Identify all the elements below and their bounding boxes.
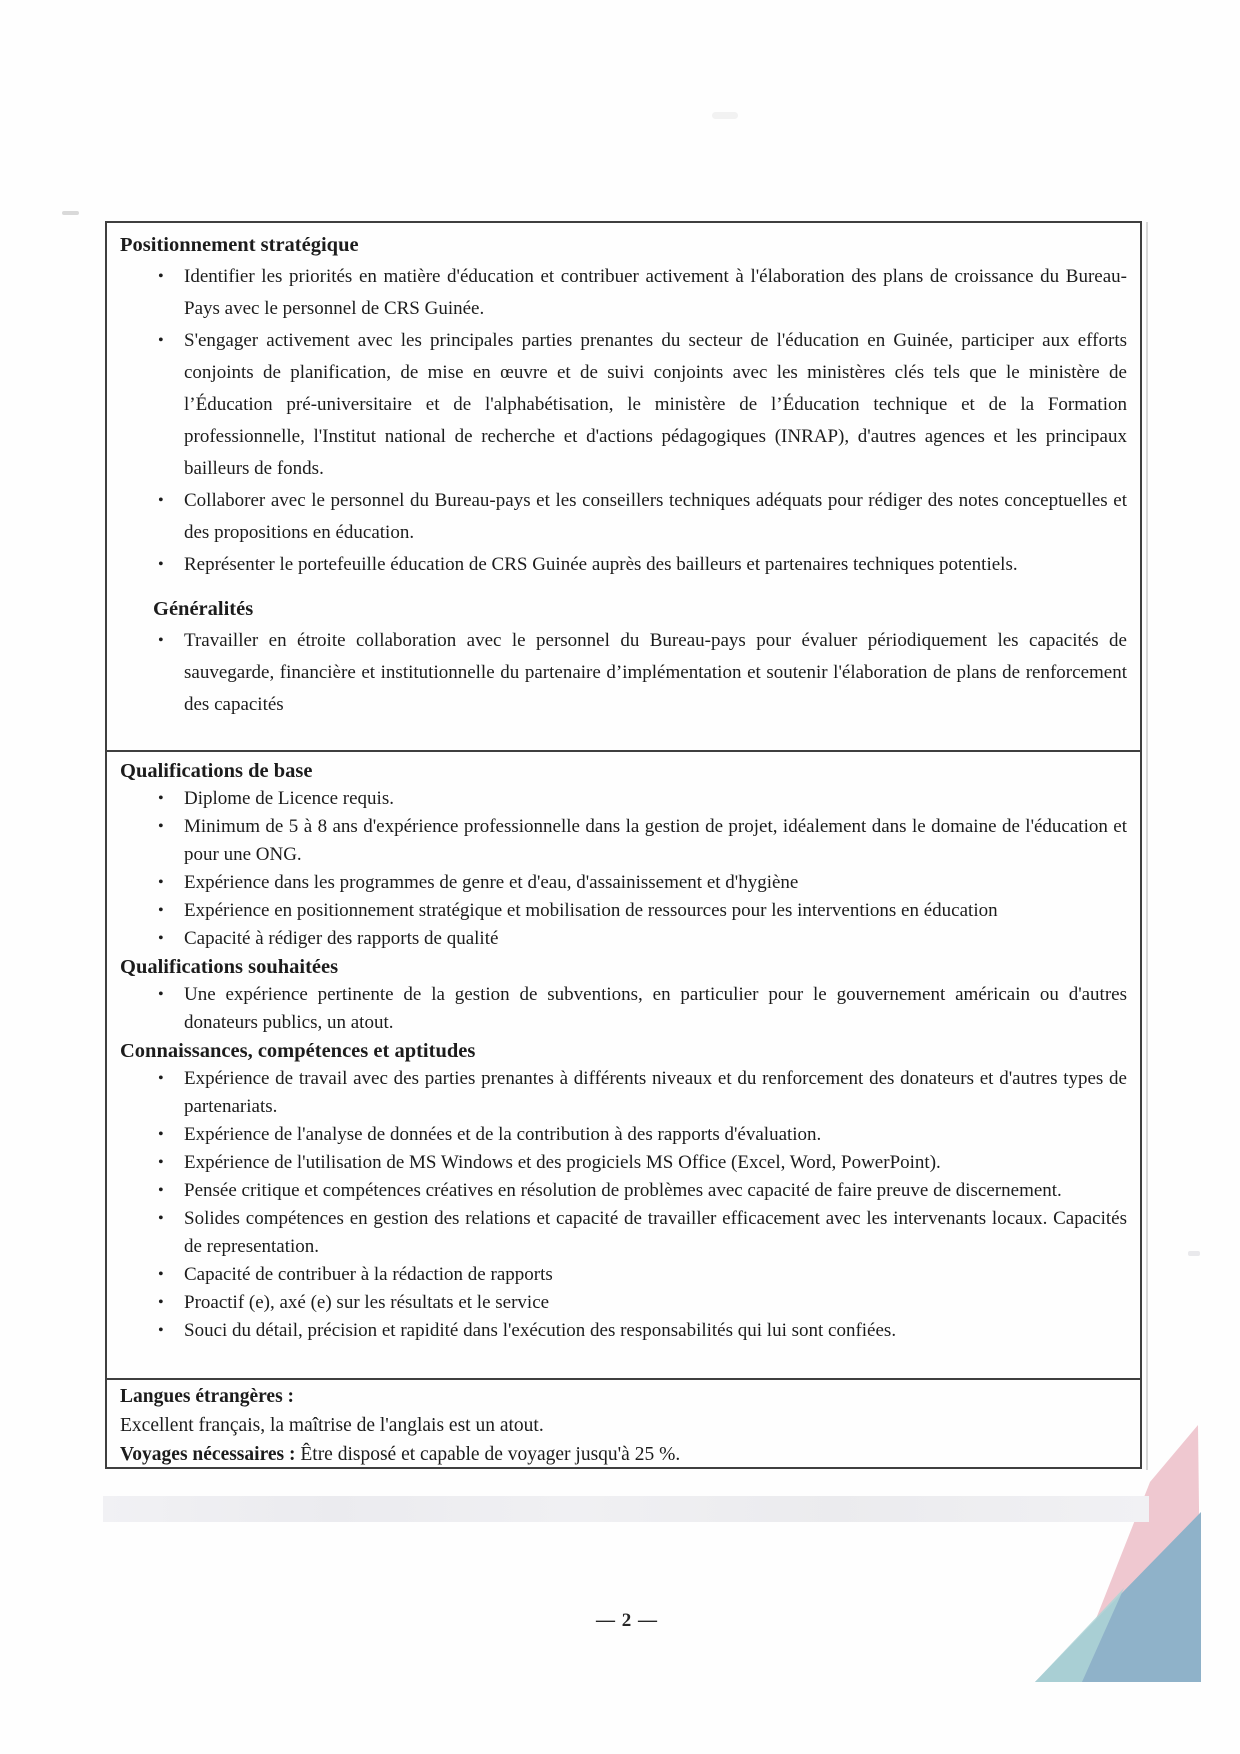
list-item: • Identifier les priorités en matière d'éducation et contribuer activement à l'élaboration des plans de croissance du Bureau-Pays avec le personnel de CRS Guinée. xyxy=(156,261,1127,325)
list-item: • Solides compétences en gestion des relations et capacité de travailler efficacement avec les intervenants locaux. Capacités de representation. xyxy=(156,1205,1127,1261)
list-item: • Proactif (e), axé (e) sur les résultats et le service xyxy=(156,1289,1127,1317)
list-item: • Expérience dans les programmes de genre et d'eau, d'assainissement et d'hygiène xyxy=(156,869,1127,897)
section-qualifications xyxy=(107,750,1140,1378)
bullet-list xyxy=(120,785,1127,953)
list-item: • S'engager activement avec les principales parties prenantes du secteur de l'éducation en Guinée, participer aux efforts conjoints de planification, de mise en œuvre et de suivi conjoints avec les ministères clés tels que le ministère de l’Éducation pré-universitaire et de l'alphabétisation, le ministère de l’Éducation technique et de la Formation professionnelle, l'Institut national de recherche et d'actions pédagogiques (INRAP), d'autres agences et les principaux bailleurs de fonds. xyxy=(156,325,1127,485)
list-item: • Travailler en étroite collaboration avec le personnel du Bureau-pays pour évaluer périodiquement les capacités de sauvegarde, financière et institutionnelle du partenaire d’implémentation et soutenir l'élaboration de plans de renforcement des capacités xyxy=(156,625,1127,721)
languages-text: Excellent français, la maîtrise de l'anglais est un atout. xyxy=(120,1415,544,1436)
bullet-list xyxy=(120,261,1127,581)
list-item: • Capacité de contribuer à la rédaction de rapports xyxy=(156,1261,1127,1289)
section-heading-connaissances: Connaissances, compétences et aptitudes xyxy=(120,1040,476,1062)
list-item: • Minimum de 5 à 8 ans d'expérience professionnelle dans la gestion de projet, idéalement dans le domaine de l'éducation et pour une ONG. xyxy=(156,813,1127,869)
section-langues-voyages xyxy=(107,1378,1140,1467)
list-item: • Une expérience pertinente de la gestion de subventions, en particulier pour le gouvernement américain ou d'autres donateurs publics, un atout. xyxy=(156,981,1127,1037)
scan-artifact-edge xyxy=(1146,222,1148,1470)
scan-band xyxy=(103,1496,1149,1522)
list-item: • Expérience de l'utilisation de MS Windows et des progiciels MS Office (Excel, Word, PowerPoint). xyxy=(156,1149,1127,1177)
list-item: • Expérience de travail avec des parties prenantes à différents niveaux et du renforcement des donateurs et d'autres types de partenariats. xyxy=(156,1065,1127,1121)
list-item: • Collaborer avec le personnel du Bureau-pays et les conseillers techniques adéquats pour rédiger des notes conceptuelles et des propositions en éducation. xyxy=(156,485,1127,549)
list-item: • Souci du détail, précision et rapidité dans l'exécution des responsabilités qui lui sont confiées. xyxy=(156,1317,1127,1345)
job-description-table xyxy=(105,221,1142,1469)
languages-label-line xyxy=(120,1382,1127,1411)
travel-text: Être disposé et capable de voyager jusqu'à 25 %. xyxy=(300,1444,681,1465)
bullet-list xyxy=(120,1065,1127,1345)
travel-line xyxy=(120,1440,1127,1467)
section-heading-qualifications-base: Qualifications de base xyxy=(120,760,313,782)
page-number: — 2 — xyxy=(596,1610,658,1631)
travel-label: Voyages nécessaires : xyxy=(120,1444,296,1465)
languages-label: Langues étrangères : xyxy=(120,1386,295,1407)
list-item: • Pensée critique et compétences créatives en résolution de problèmes avec capacité de faire preuve de discernement. xyxy=(156,1177,1127,1205)
section-positionnement-strategique xyxy=(107,223,1140,750)
list-item: • Représenter le portefeuille éducation de CRS Guinée auprès des bailleurs et partenaires techniques potentiels. xyxy=(156,549,1127,581)
subsection-heading-generalites: Généralités xyxy=(153,598,254,620)
scan-artifact-dash xyxy=(62,211,79,215)
scan-artifact-smudge xyxy=(1188,1251,1200,1256)
bullet-list xyxy=(120,625,1127,721)
section-heading: Positionnement stratégique xyxy=(120,234,359,256)
list-item: • Expérience de l'analyse de données et de la contribution à des rapports d'évaluation. xyxy=(156,1121,1127,1149)
scan-artifact-smudge xyxy=(712,112,738,119)
section-heading-qualifications-souhaitees: Qualifications souhaitées xyxy=(120,956,339,978)
list-item: • Diplome de Licence requis. xyxy=(156,785,1127,813)
bullet-list xyxy=(120,981,1127,1037)
list-item: • Capacité à rédiger des rapports de qualité xyxy=(156,925,1127,953)
list-item: • Expérience en positionnement stratégique et mobilisation de ressources pour les interventions en éducation xyxy=(156,897,1127,925)
